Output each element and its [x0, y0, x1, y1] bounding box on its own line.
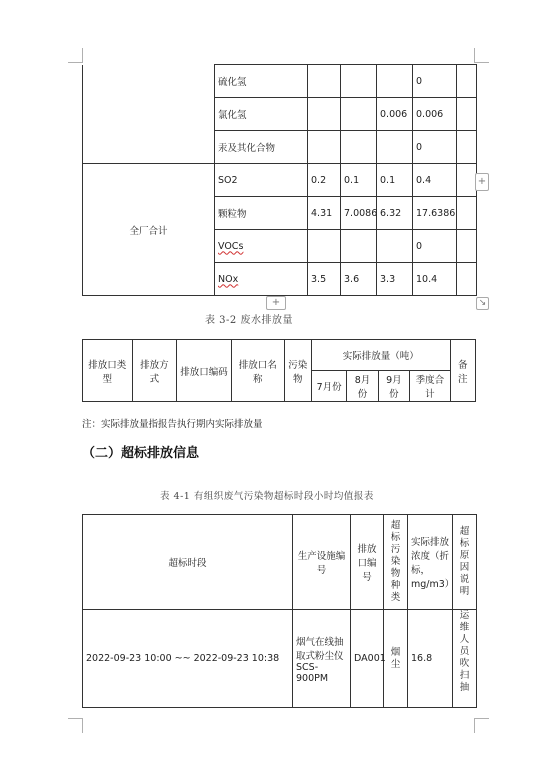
table-row — [83, 610, 477, 708]
value-cell: 3.5 — [308, 263, 341, 296]
value-cell: 0 — [413, 230, 457, 263]
table-row — [83, 65, 477, 98]
value-cell: 0.2 — [308, 164, 341, 197]
crop-mark-bottom-right — [474, 718, 489, 733]
value-cell — [308, 65, 341, 98]
value-cell: 4.31 — [308, 197, 341, 230]
outlet-cell: DA001 — [351, 610, 384, 708]
value-cell — [457, 164, 477, 197]
header-reason: 超标原因说明 — [453, 515, 477, 610]
pollutant-name-text: NOx — [218, 273, 239, 285]
value-cell: 3.6 — [341, 263, 377, 296]
table-row — [83, 164, 477, 197]
value-cell — [341, 230, 377, 263]
header-august: 8月份 — [347, 371, 378, 402]
facility-cell: 烟气在线抽取式粉尘仪SCS-900PM — [293, 610, 351, 708]
table-resize-handle[interactable]: ↘ — [476, 297, 489, 310]
pollutant-name: SO2 — [215, 164, 308, 197]
value-cell — [457, 65, 477, 98]
table-header-row — [83, 515, 477, 610]
value-cell — [308, 98, 341, 131]
period-cell: 2022-09-23 10:00 ~~ 2022-09-23 10:38 — [83, 610, 293, 708]
wastewater-table — [82, 339, 476, 402]
header-quarter-total: 季度合计 — [410, 371, 451, 402]
value-cell — [377, 65, 413, 98]
value-cell — [341, 131, 377, 164]
pollutant-name: 氯化氢 — [215, 98, 308, 131]
value-cell: 0.006 — [377, 98, 413, 131]
pollutant-name: 汞及其化合物 — [215, 131, 308, 164]
header-concentration: 实际排放浓度（折标，mg/m3） — [408, 515, 453, 610]
value-cell — [457, 98, 477, 131]
concentration-cell: 16.8 — [408, 610, 453, 708]
value-cell: 0.006 — [413, 98, 457, 131]
value-cell: 10.4 — [413, 263, 457, 296]
add-row-button[interactable]: + — [266, 296, 286, 310]
add-column-button[interactable]: + — [475, 173, 489, 191]
table-note: 注：实际排放量指报告执行期内实际排放量 — [82, 419, 263, 430]
value-cell: 0.1 — [341, 164, 377, 197]
table-caption: 表 3-2 废水排放量 — [205, 315, 293, 326]
value-cell: 0.4 — [413, 164, 457, 197]
header-outlet: 排放口编号 — [351, 515, 384, 610]
value-cell — [377, 131, 413, 164]
value-cell: 0 — [413, 131, 457, 164]
header-pollutant: 污染物 — [284, 340, 311, 402]
value-cell: 17.6386 — [413, 197, 457, 230]
header-facility: 生产设施编号 — [293, 515, 351, 610]
pollutant-cell: 烟尘 — [384, 610, 408, 708]
value-cell: 3.3 — [377, 263, 413, 296]
header-method: 排放方式 — [132, 340, 177, 402]
value-cell — [457, 131, 477, 164]
table-header-row — [83, 340, 476, 371]
reason-cell: 运维人员吹扫抽 — [453, 610, 477, 708]
exceedance-table — [82, 514, 477, 708]
value-cell — [341, 98, 377, 131]
value-cell: 6.32 — [377, 197, 413, 230]
pollutant-name: 颗粒物 — [215, 197, 308, 230]
value-cell — [341, 65, 377, 98]
value-cell: 7.0086 — [341, 197, 377, 230]
header-outlet-code: 排放口编码 — [177, 340, 232, 402]
value-cell: 0 — [413, 65, 457, 98]
value-cell — [457, 263, 477, 296]
group-label: 全厂合计 — [83, 164, 215, 296]
pollutant-name-text: VOCs — [218, 240, 244, 252]
value-cell — [457, 197, 477, 230]
section-heading: （二）超标排放信息 — [82, 446, 200, 461]
header-outlet-type: 排放口类型 — [83, 340, 133, 402]
header-pollutant: 超标污染物种类 — [384, 515, 408, 610]
group-cell-empty — [83, 65, 215, 164]
crop-mark-top-left — [68, 48, 83, 63]
pollutant-name: 硫化氢 — [215, 65, 308, 98]
header-september: 9月份 — [378, 371, 409, 402]
table-caption: 表 4-1 有组织废气污染物超标时段小时均值报表 — [160, 491, 374, 502]
header-period: 超标时段 — [83, 515, 293, 610]
value-cell: 0.1 — [377, 164, 413, 197]
crop-mark-bottom-left — [68, 718, 83, 733]
emission-summary-table — [82, 64, 477, 296]
value-cell — [457, 230, 477, 263]
header-actual-emission: 实际排放量（吨） — [311, 340, 450, 371]
crop-mark-top-right — [474, 48, 489, 63]
pollutant-name — [215, 263, 308, 296]
pollutant-name — [215, 230, 308, 263]
value-cell — [308, 230, 341, 263]
header-outlet-name: 排放口名称 — [231, 340, 284, 402]
value-cell — [308, 131, 341, 164]
header-remark: 备注 — [450, 340, 475, 402]
header-july: 7月份 — [311, 371, 346, 402]
value-cell — [377, 230, 413, 263]
